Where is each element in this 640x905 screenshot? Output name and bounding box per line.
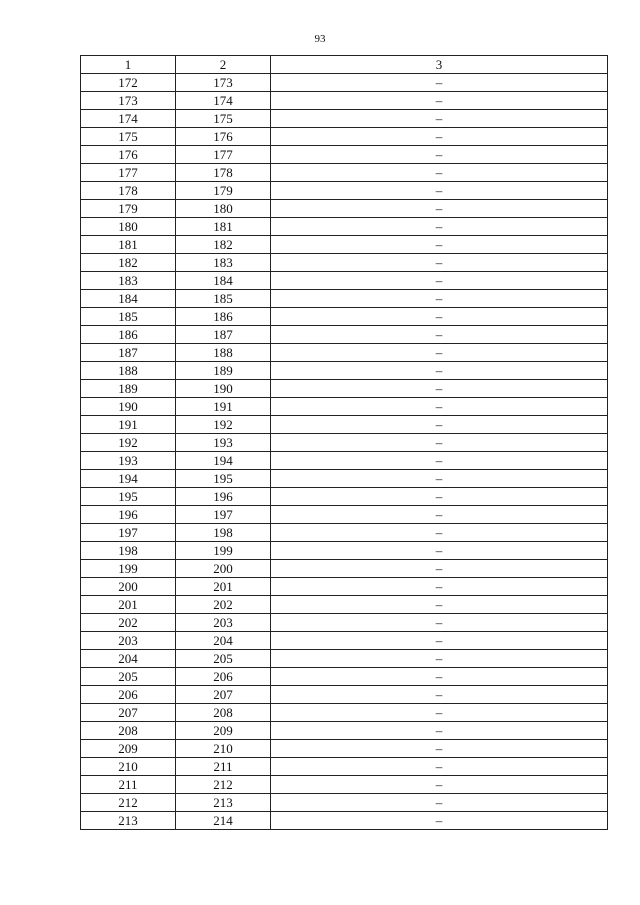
cell-col-2: 197 (176, 506, 271, 524)
cell-col-1: 176 (81, 146, 176, 164)
cell-col-1: 184 (81, 290, 176, 308)
table-row (81, 506, 608, 524)
cell-col-1: 180 (81, 218, 176, 236)
cell-col-1: 194 (81, 470, 176, 488)
table-row (81, 434, 608, 452)
table-row (81, 614, 608, 632)
cell-col-2: 210 (176, 740, 271, 758)
cell-col-1: 198 (81, 542, 176, 560)
cell-col-3: – (271, 146, 608, 164)
cell-col-3: – (271, 686, 608, 704)
cell-col-1: 195 (81, 488, 176, 506)
cell-col-1: 190 (81, 398, 176, 416)
cell-col-2: 194 (176, 452, 271, 470)
table-row (81, 200, 608, 218)
table-row (81, 722, 608, 740)
cell-col-1: 200 (81, 578, 176, 596)
cell-col-1: 204 (81, 650, 176, 668)
cell-col-2: 183 (176, 254, 271, 272)
table-row (81, 488, 608, 506)
cell-col-2: 174 (176, 92, 271, 110)
table-header-row (81, 56, 608, 74)
cell-col-3: – (271, 236, 608, 254)
cell-col-3: – (271, 128, 608, 146)
table-row (81, 290, 608, 308)
cell-col-3: – (271, 722, 608, 740)
cell-col-1: 212 (81, 794, 176, 812)
column-header-3: 3 (271, 56, 608, 74)
table-row (81, 704, 608, 722)
table-row (81, 110, 608, 128)
cell-col-3: – (271, 290, 608, 308)
table-row (81, 146, 608, 164)
cell-col-1: 206 (81, 686, 176, 704)
cell-col-1: 209 (81, 740, 176, 758)
table-row (81, 686, 608, 704)
cell-col-2: 203 (176, 614, 271, 632)
cell-col-1: 178 (81, 182, 176, 200)
cell-col-3: – (271, 254, 608, 272)
table-row (81, 326, 608, 344)
cell-col-3: – (271, 596, 608, 614)
cell-col-3: – (271, 380, 608, 398)
cell-col-3: – (271, 506, 608, 524)
cell-col-3: – (271, 362, 608, 380)
cell-col-3: – (271, 704, 608, 722)
cell-col-2: 214 (176, 812, 271, 830)
cell-col-3: – (271, 650, 608, 668)
cell-col-1: 196 (81, 506, 176, 524)
cell-col-3: – (271, 776, 608, 794)
cell-col-2: 191 (176, 398, 271, 416)
cell-col-1: 213 (81, 812, 176, 830)
table-header (81, 56, 608, 74)
cell-col-2: 173 (176, 74, 271, 92)
cell-col-2: 184 (176, 272, 271, 290)
cell-col-2: 192 (176, 416, 271, 434)
cell-col-3: – (271, 632, 608, 650)
table-row (81, 668, 608, 686)
cell-col-2: 179 (176, 182, 271, 200)
column-header-2: 2 (176, 56, 271, 74)
cell-col-3: – (271, 812, 608, 830)
cell-col-1: 203 (81, 632, 176, 650)
cell-col-2: 199 (176, 542, 271, 560)
cell-col-2: 193 (176, 434, 271, 452)
cell-col-1: 192 (81, 434, 176, 452)
cell-col-2: 208 (176, 704, 271, 722)
cell-col-2: 177 (176, 146, 271, 164)
cell-col-1: 183 (81, 272, 176, 290)
cell-col-3: – (271, 200, 608, 218)
table-row (81, 578, 608, 596)
cell-col-3: – (271, 668, 608, 686)
cell-col-1: 210 (81, 758, 176, 776)
cell-col-3: – (271, 74, 608, 92)
cell-col-3: – (271, 434, 608, 452)
table-row (81, 344, 608, 362)
cell-col-2: 176 (176, 128, 271, 146)
cell-col-1: 179 (81, 200, 176, 218)
cell-col-1: 177 (81, 164, 176, 182)
cell-col-2: 213 (176, 794, 271, 812)
cell-col-2: 207 (176, 686, 271, 704)
cell-col-3: – (271, 308, 608, 326)
table-row (81, 542, 608, 560)
cell-col-3: – (271, 92, 608, 110)
cell-col-1: 207 (81, 704, 176, 722)
cell-col-1: 182 (81, 254, 176, 272)
cell-col-1: 188 (81, 362, 176, 380)
table-row (81, 308, 608, 326)
cell-col-2: 188 (176, 344, 271, 362)
cell-col-3: – (271, 218, 608, 236)
table-row (81, 470, 608, 488)
cell-col-2: 178 (176, 164, 271, 182)
cell-col-3: – (271, 794, 608, 812)
cell-col-2: 185 (176, 290, 271, 308)
cell-col-1: 172 (81, 74, 176, 92)
cell-col-3: – (271, 272, 608, 290)
column-header-1: 1 (81, 56, 176, 74)
cell-col-1: 181 (81, 236, 176, 254)
cell-col-2: 200 (176, 560, 271, 578)
cell-col-2: 205 (176, 650, 271, 668)
cell-col-2: 211 (176, 758, 271, 776)
cell-col-1: 205 (81, 668, 176, 686)
cell-col-2: 212 (176, 776, 271, 794)
cell-col-2: 182 (176, 236, 271, 254)
table-row (81, 560, 608, 578)
cell-col-2: 206 (176, 668, 271, 686)
cell-col-2: 181 (176, 218, 271, 236)
table-row (81, 380, 608, 398)
table-row (81, 128, 608, 146)
cell-col-3: – (271, 578, 608, 596)
cell-col-2: 202 (176, 596, 271, 614)
cell-col-1: 174 (81, 110, 176, 128)
table-row (81, 74, 608, 92)
cell-col-3: – (271, 182, 608, 200)
table-row (81, 236, 608, 254)
table-body (81, 74, 608, 830)
page-number: 93 (314, 33, 326, 45)
table-row (81, 452, 608, 470)
table-row (81, 92, 608, 110)
cell-col-2: 204 (176, 632, 271, 650)
cell-col-3: – (271, 416, 608, 434)
cell-col-3: – (271, 470, 608, 488)
cell-col-1: 202 (81, 614, 176, 632)
cell-col-1: 185 (81, 308, 176, 326)
table-row (81, 362, 608, 380)
cell-col-3: – (271, 524, 608, 542)
cell-col-1: 173 (81, 92, 176, 110)
cell-col-1: 193 (81, 452, 176, 470)
cell-col-1: 175 (81, 128, 176, 146)
table-row (81, 632, 608, 650)
table-row (81, 164, 608, 182)
table-row (81, 812, 608, 830)
cell-col-2: 186 (176, 308, 271, 326)
cell-col-3: – (271, 560, 608, 578)
cell-col-3: – (271, 758, 608, 776)
cell-col-1: 187 (81, 344, 176, 362)
cell-col-1: 191 (81, 416, 176, 434)
table-row (81, 596, 608, 614)
cell-col-1: 199 (81, 560, 176, 578)
cell-col-3: – (271, 452, 608, 470)
table-row (81, 416, 608, 434)
cell-col-3: – (271, 326, 608, 344)
cell-col-3: – (271, 740, 608, 758)
cell-col-2: 198 (176, 524, 271, 542)
cell-col-1: 189 (81, 380, 176, 398)
cell-col-3: – (271, 398, 608, 416)
cell-col-1: 186 (81, 326, 176, 344)
cell-col-3: – (271, 542, 608, 560)
cell-col-3: – (271, 110, 608, 128)
cell-col-2: 209 (176, 722, 271, 740)
cell-col-1: 211 (81, 776, 176, 794)
cell-col-1: 201 (81, 596, 176, 614)
table-row (81, 524, 608, 542)
cell-col-2: 175 (176, 110, 271, 128)
table-row (81, 776, 608, 794)
cell-col-2: 196 (176, 488, 271, 506)
table-row (81, 740, 608, 758)
cell-col-2: 180 (176, 200, 271, 218)
table-row (81, 218, 608, 236)
cell-col-3: – (271, 488, 608, 506)
cell-col-2: 195 (176, 470, 271, 488)
cell-col-1: 208 (81, 722, 176, 740)
table-row (81, 254, 608, 272)
table-row (81, 398, 608, 416)
table-row (81, 794, 608, 812)
table-row (81, 650, 608, 668)
cell-col-2: 187 (176, 326, 271, 344)
cell-col-2: 190 (176, 380, 271, 398)
cell-col-2: 189 (176, 362, 271, 380)
table-row (81, 272, 608, 290)
cell-col-2: 201 (176, 578, 271, 596)
data-table (80, 55, 608, 830)
table-row (81, 182, 608, 200)
table-row (81, 758, 608, 776)
cell-col-3: – (271, 344, 608, 362)
cell-col-3: – (271, 164, 608, 182)
cell-col-3: – (271, 614, 608, 632)
cell-col-1: 197 (81, 524, 176, 542)
